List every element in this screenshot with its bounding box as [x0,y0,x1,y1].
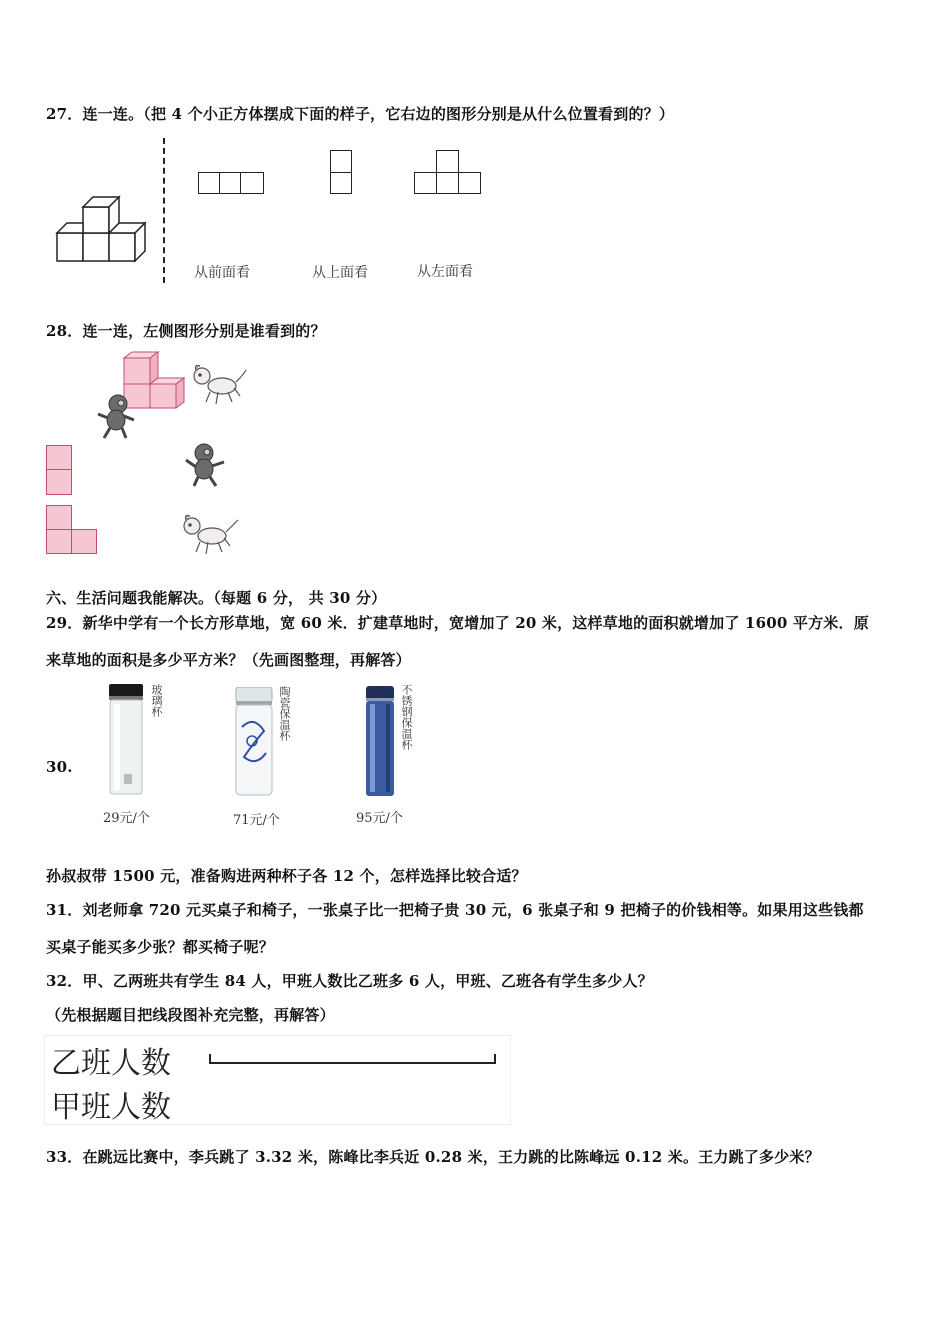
view-label-front: 从前面看 [194,265,250,281]
q29-line2: 来草地的面积是多少平方米？（先画图整理，再解答） [46,651,411,669]
monkey-drawing [182,442,226,488]
front-view-square [198,172,220,194]
top-view-square [330,150,352,173]
ceramic-cup-drawing [232,687,276,797]
front-view-square [240,172,264,194]
class-b-segment [209,1054,496,1064]
q27-text: 27．连一连。（把 4 个小正方体摆成下面的样子，它右边的图形分别是从什么位置看到的？） [46,105,675,123]
q28-text: 28．连一连，左侧图形分别是谁看到的？ [46,322,326,340]
q30-number: 30. [46,758,73,776]
q33-text: 33．在跳远比赛中，李兵跳了 3.32 米，陈峰比李兵近 0.28 米，王力跳的比陈峰远 0.12 米。王力跳了多少米？ [46,1148,820,1166]
steel-cup-image [364,686,396,798]
dog-icon [182,512,240,556]
dog-icon [190,362,248,406]
dog-drawing [190,362,248,406]
monkey-icon [182,442,226,488]
monkey-drawing [94,392,138,440]
left-view-square [436,150,459,173]
label-class-b: 乙班人数 [51,1046,171,1081]
pink-view-square [46,529,72,554]
cup-name-glass: 玻璃杯 [150,684,163,717]
left-view-square [458,172,481,194]
glass-cup-drawing [106,684,146,796]
left-view-square [436,172,459,194]
segment-diagram [44,1035,511,1125]
cube-stack-drawing [55,195,147,265]
q29-line1: 29．新华中学有一个长方形草地，宽 60 米．扩建草地时，宽增加了 20 米，这样草地的面积就增加了 1600 平方米．原 [46,614,869,632]
pink-view-square [71,529,97,554]
q32-line2: （先根据题目把线段图补充完整，再解答） [46,1006,335,1024]
view-label-top: 从上面看 [312,265,368,281]
cup-price-glass: 29元/个 [103,811,150,826]
q31-line1: 31．刘老师拿 720 元买桌子和椅子，一张桌子比一把椅子贵 30 元，6 张桌子和 9 把椅子的价钱相等。如果用这些钱都 [46,901,864,919]
view-label-left: 从左面看 [417,264,473,280]
label-class-a: 甲班人数 [51,1090,171,1125]
cup-name-steel: 不锈钢保温杯 [400,684,413,750]
cup-price-ceramic: 71元/个 [233,813,280,828]
q31-line2: 买桌子能买多少张？都买椅子呢？ [46,938,275,956]
q32-line1: 32．甲、乙两班共有学生 84 人，甲班人数比乙班多 6 人，甲班、乙班各有学生多少人？ [46,972,653,990]
pink-view-square [46,469,72,495]
q30-text: 孙叔叔带 1500 元，准备购进两种杯子各 12 个，怎样选择比较合适？ [46,867,527,885]
cup-name-ceramic: 陶瓷保温杯 [278,686,291,741]
dashed-divider [163,138,165,283]
top-view-square [330,172,352,194]
glass-cup-image [106,684,146,796]
dog-drawing [182,512,240,556]
section6-heading: 六、生活问题我能解决。（每题 6 分， 共 30 分） [46,589,387,607]
cube-stack-figure [55,195,147,265]
pink-view-square [46,445,72,470]
left-view-square [414,172,437,194]
cup-price-steel: 95元/个 [356,811,403,826]
monkey-icon [94,392,138,440]
front-view-square [219,172,241,194]
pink-view-square [46,505,72,530]
steel-cup-drawing [364,686,396,798]
ceramic-cup-image [232,687,276,797]
